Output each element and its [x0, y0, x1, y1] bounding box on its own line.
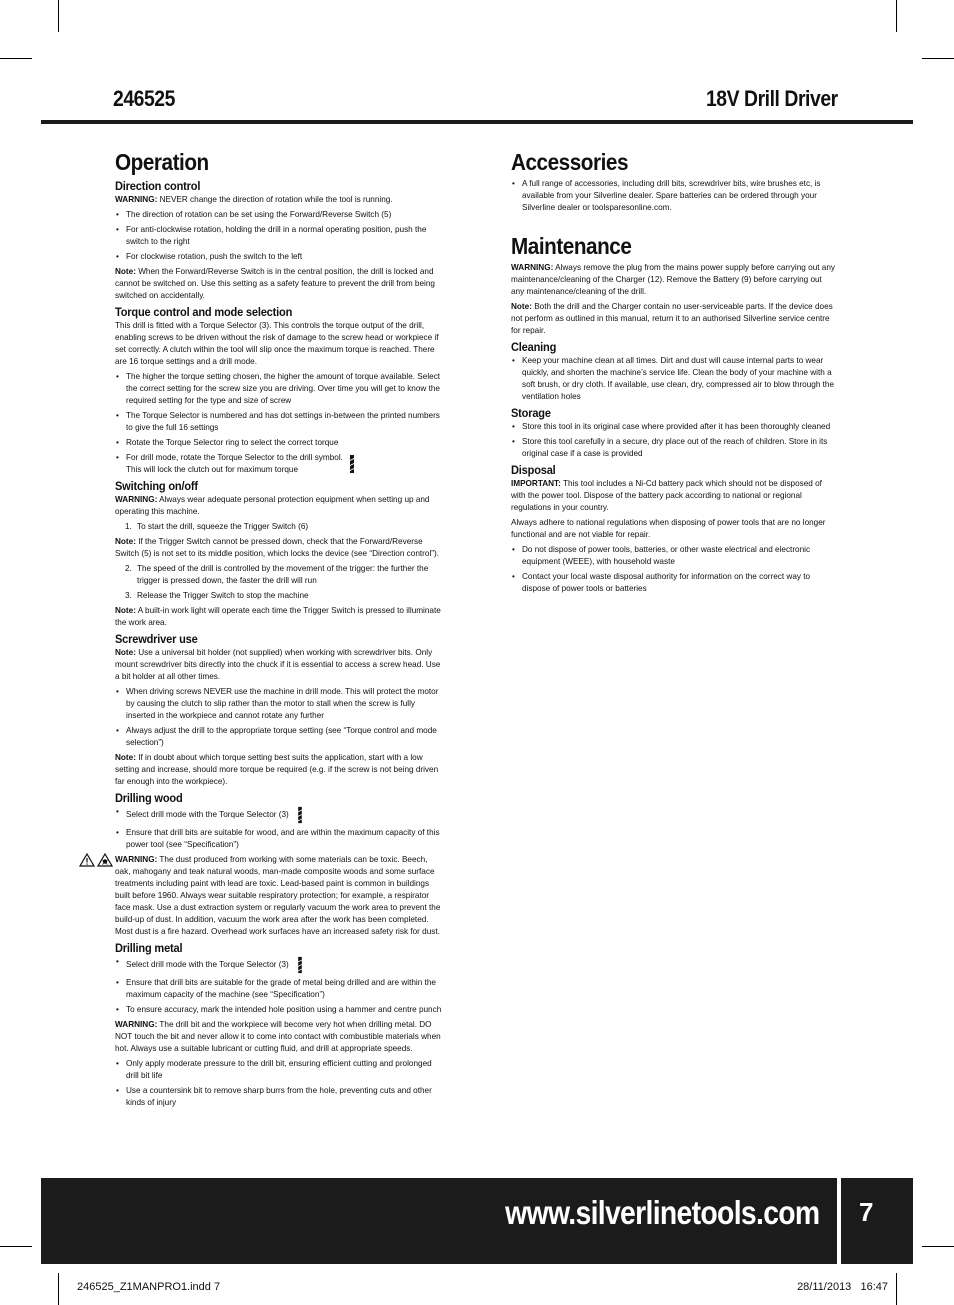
list-item: • To ensure accuracy, mark the intended hole position using a hammer and centre punch: [115, 1004, 443, 1016]
accessories-title: Accessories: [511, 149, 629, 175]
disposal-important: IMPORTANT: This tool includes a Ni-Cd battery pack which should not be disposed of with the power tool. Dispose of the battery pack according to national or regional regulations in your country.: [511, 479, 822, 512]
list-item: • When driving screws NEVER use the machine in drill mode. This will protect the motor by causing the clutch to slip rather than the motor to stall when the screw is fully inserted in the workpiece and cannot rotate any further: [115, 686, 443, 722]
metal-list: [115, 956, 443, 1016]
storage-heading: Storage: [511, 406, 551, 420]
maintenance-note: Note: Both the drill and the Charger contain no user-serviceable parts. If the device does not perform as outlined in this manual, return it to an authorised Silverline service centre for repair.: [511, 302, 833, 335]
list-item: • Ensure that drill bits are suitable for wood, and are within the maximum capacity of this power tool (see “Specification”): [115, 827, 443, 851]
crop-mark: [0, 1246, 32, 1247]
list-item: • Store this tool carefully in a secure, dry place out of the reach of children. Store in its original case if a case is provided: [511, 436, 836, 460]
torque-intro: This drill is fitted with a Torque Selector (3). This controls the torque output of the drill, enabling screws to be driven without the risk of damage to the screw head or workpiece if set correctly. A clutch within the tool will slip once the maximum torque is reached. There are 16 torque settings and a drill mode.: [115, 321, 439, 366]
drill-mode-icon: [295, 806, 305, 824]
list-item: • A full range of accessories, including drill bits, screwdriver bits, wire brushes etc, is available from your Silverline dealer. Spare batteries can be ordered through your Silverline dealer or toolsparesonline.com.: [511, 178, 836, 214]
maintenance-title: Maintenance: [511, 233, 632, 259]
list-item: • For clockwise rotation, push the switch to the left: [115, 251, 443, 263]
hazard-icons: [79, 853, 113, 871]
cleaning-list: [511, 355, 836, 403]
list-item: • Select drill mode with the Torque Selector (3): [115, 806, 443, 824]
crop-mark: [922, 58, 954, 59]
footer-bar: [41, 1178, 913, 1264]
switching-heading: Switching on/off: [115, 479, 198, 493]
disposal-heading: Disposal: [511, 463, 556, 477]
toxic-hazard-icon: [97, 853, 113, 867]
list-item: 1. To start the drill, squeeze the Trigger Switch (6): [125, 522, 309, 531]
list-item: • Select drill mode with the Torque Selector (3): [115, 956, 443, 974]
switching-steps-2: [115, 563, 443, 602]
drill-mode-icon: [347, 454, 357, 474]
list-item: • Only apply moderate pressure to the drill bit, ensuring efficient cutting and prolonged drill bit life: [115, 1058, 443, 1082]
list-item: • Ensure that drill bits are suitable for the grade of metal being drilled and are within the maximum capacity of the machine (see “Specification”): [115, 977, 443, 1001]
switching-note-1: Note: If the Trigger Switch cannot be pressed down, check that the Forward/Reverse Switch (5) is not set to its middle position, which locks the device (see “Direction control”).: [115, 537, 439, 558]
header-rule: [41, 120, 913, 124]
crop-mark: [58, 0, 59, 32]
list-item: • Use a countersink bit to remove sharp burrs from the hole, preventing cuts and other kinds of injury: [115, 1085, 443, 1109]
direction-heading: Direction control: [115, 179, 201, 193]
metal-heading: Drilling metal: [115, 941, 183, 955]
list-item: 2. The speed of the drill is controlled by the movement of the trigger: the further the trigger is pressed down, the faster the drill will run: [125, 564, 429, 585]
operation-title: Operation: [115, 149, 209, 175]
list-item: • For drill mode, rotate the Torque Selector to the drill symbol. This will lock the clutch out for maximum torque: [115, 452, 443, 476]
accessories-maintenance-column: [511, 148, 836, 598]
footer-divider: [837, 1178, 841, 1264]
list-item: • Rotate the Torque Selector ring to select the correct torque: [115, 437, 443, 449]
product-title: 18V Drill Driver: [706, 86, 838, 111]
wood-warning-block: [115, 854, 443, 938]
crop-mark: [0, 58, 32, 59]
direction-note: Note: When the Forward/Reverse Switch is in the central position, the drill is locked and cannot be switched on. Use this setting as a safety feature to prevent the drill from being switched on accidentally.: [115, 267, 435, 300]
switching-warning: WARNING: Always wear adequate personal protection equipment when setting up and operating this machine.: [115, 495, 430, 516]
screwdriver-list: [115, 686, 443, 749]
list-item: • Always adjust the drill to the appropriate torque setting (see “Torque control and mode selection”): [115, 725, 443, 749]
list-item: • Keep your machine clean at all times. Dirt and dust will cause internal parts to wear quickly, and shorten the machine’s service life. Clean the body of your machine with a soft brush, or dry cloth. If available, use clean, dry, compressed air to blow through the ventilation holes: [511, 355, 836, 403]
screwdriver-heading: Screwdriver use: [115, 632, 198, 646]
list-item: • Store this tool in its original case where provided after it has been thoroughly cleaned: [511, 421, 836, 433]
slug-date: 28/11/2013 16:47: [797, 1281, 888, 1293]
model-number: 246525: [113, 86, 175, 111]
metal-list-2: [115, 1058, 443, 1109]
wood-heading: Drilling wood: [115, 791, 183, 805]
torque-list: [115, 371, 443, 476]
wood-list: [115, 806, 443, 851]
switching-note-2: Note: A built-in work light will operate each time the Trigger Switch is pressed to illuminate the work area.: [115, 606, 441, 627]
list-item: • The direction of rotation can be set using the Forward/Reverse Switch (5): [115, 209, 443, 221]
crop-mark: [58, 1273, 59, 1305]
operation-column: [115, 148, 443, 1112]
list-item: • Contact your local waste disposal authority for information on the correct way to dispose of power tools or batteries: [511, 571, 836, 595]
list-item: • Do not dispose of power tools, batteries, or other waste electrical and electronic equipment (WEEE), with household waste: [511, 544, 836, 568]
direction-warning: WARNING: NEVER change the direction of rotation while the tool is running.: [115, 195, 393, 204]
slug-filename: 246525_Z1MANPRO1.indd 7: [77, 1281, 221, 1293]
torque-heading: Torque control and mode selection: [115, 305, 293, 319]
list-item: • For anti-clockwise rotation, holding the drill in a normal operating position, push the switch to the right: [115, 224, 443, 248]
switching-steps: [115, 521, 443, 533]
storage-list: [511, 421, 836, 460]
direction-list: [115, 209, 443, 263]
list-item: • The Torque Selector is numbered and has dot settings in-between the printed numbers to give the full 16 settings: [115, 410, 443, 434]
screwdriver-note-1: Note: Use a universal bit holder (not supplied) when working with screwdriver bits. Only mount screwdriver bits directly into the chuck if it is essential to access a screw head. Use a bit holder at all other times.: [115, 648, 441, 681]
crop-mark: [922, 1246, 954, 1247]
crop-mark: [896, 0, 897, 32]
warning-triangle-icon: [79, 853, 95, 867]
accessories-list: [511, 178, 836, 214]
metal-warning: WARNING: The drill bit and the workpiece will become very hot when drilling metal. DO NOT touch the bit and never allow it to come into contact with combustible materials when hot. Always use a suitable lubricant or cutting fluid, and drill at appropriate speeds.: [115, 1020, 441, 1053]
drill-mode-icon: [295, 956, 305, 974]
cleaning-heading: Cleaning: [511, 340, 557, 354]
disposal-list: [511, 544, 836, 595]
website-url: www.silverlinetools.com: [504, 1194, 819, 1231]
disposal-para: Always adhere to national regulations when disposing of power tools that are no longer functional and are not viable for repair.: [511, 518, 826, 539]
screwdriver-note-2: Note: If in doubt about which torque setting best suits the application, start with a low setting and increase, should more torque be required (e.g. if the screw is not being driven far enough into the workpiece).: [115, 753, 439, 786]
list-item: 3. Release the Trigger Switch to stop the machine: [125, 591, 309, 600]
wood-warning: WARNING: The dust produced from working with some materials can be toxic. Beech, oak, mahogany and teak natural woods, man-made composite woods and some surface treatments including paint with lead are toxic. Lead-based paint is common in buildings built before 1960. Always wear suitable respiratory protection; for example, a respirator face mask. Use a dust extraction system or regularly vacuum the work area to prevent the build-up of dust. In addition, vacuum the work area after the work has been completed. Most dust is a fire hazard. Overhead work surfaces have an increased safety risk for dust.: [115, 855, 441, 936]
crop-mark: [896, 1273, 897, 1305]
list-item: • The higher the torque setting chosen, the higher the amount of torque available. Select the correct setting for the screw size you are driving. Over time you will get to know the required setting for the type and size of screw: [115, 371, 443, 407]
page-number: 7: [859, 1197, 874, 1227]
maintenance-warning: WARNING: Always remove the plug from the mains power supply before carrying out any maintenance/cleaning of the Charger (12). Remove the Battery (9) before carrying out any maintenance/cleaning of the drill.: [511, 263, 835, 296]
